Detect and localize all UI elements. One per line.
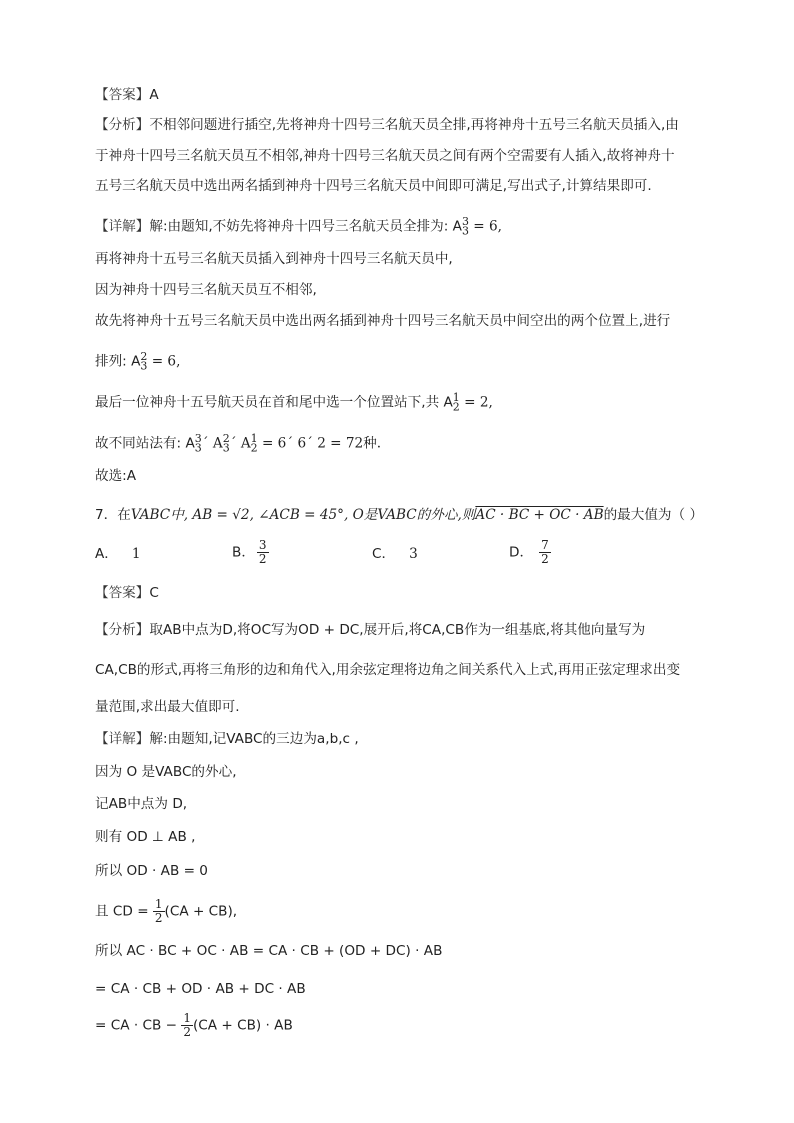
q6-detail-line-7: 故不同站法有: $A_3^3´$ $A_3^2´$ $A_2^1$ = 6´ 6´ 2 = 72种.	[95, 432, 382, 455]
q6-detail-line-6: 最后一位神舟十五号航天员在首和尾中选一个位置站下,共 $A_2^1 = 2$,	[95, 391, 493, 414]
times-term: ´ A	[229, 435, 251, 452]
q7-detail-line-5: 所以 OD · AB = 0	[95, 863, 208, 879]
fraction: $\frac{1}{2}$	[183, 1011, 191, 1039]
option-a[interactable]: A． 1	[95, 546, 141, 562]
q6-detail-line-1	[95, 213, 502, 240]
fraction: $\frac{3}{2}$	[258, 538, 267, 566]
detail-equation: = 6,	[468, 218, 502, 235]
detail-text: = CA · CB −	[95, 1017, 182, 1034]
answer-tag: 【答案】	[95, 585, 150, 601]
q7-detail-line-6	[95, 898, 237, 925]
detail-equation: = 2,	[459, 394, 493, 411]
detail-text: 最后一位神舟十五号航天员在首和尾中选一个位置站下,共 A	[95, 394, 453, 411]
q6-detail-line-2: 再将神舟十五号三名航天员插入到神舟十四号三名航天员中,	[95, 251, 453, 267]
detail-equation: = 6´ 6´ 2 = 72种.	[257, 435, 382, 452]
q7-analysis-line-3: 量范围,求出最大值即可.	[95, 699, 240, 715]
detail-equation: = 6,	[147, 353, 181, 370]
perm-subscript: 3	[461, 224, 469, 238]
q6-analysis-line-1	[95, 116, 679, 134]
detail-text: 故不同站法有: A	[95, 435, 195, 452]
question-stem-suffix: 的最大值为（ ）	[603, 507, 704, 523]
detail-tag: 【详解】	[95, 218, 150, 235]
q7-detail-line-4: 则有 OD ⊥ AB ,	[95, 829, 196, 845]
detail-text: 解:由题知,记VABC的三边为a,b,c ,	[149, 731, 359, 747]
detail-equation: (CA + CB),	[164, 903, 238, 920]
q7-stem	[95, 506, 703, 524]
analysis-tag: 【分析】	[95, 622, 150, 638]
q7-detail-line-3: 记AB中点为 D,	[95, 796, 188, 812]
analysis-text: 不相邻问题进行插空,先将神舟十四号三名航天员全排,再将神舟十五号三名航天员插入,由	[149, 117, 679, 133]
q6-analysis-line-3: 五号三名航天员中选出两名插到神舟十四号三名航天员中间即可满足,写出式子,计算结果即可.	[95, 178, 652, 194]
option-c[interactable]: C． 3	[372, 546, 418, 562]
q7-options	[95, 538, 695, 575]
q7-analysis-line-2: CA,CB的形式,再将三角形的边和角代入,用余弦定理将边角之间关系代入上式,再用正弦定理求出变	[95, 662, 681, 678]
question-stem-math: VABC中, AB = √2, ∠ACB = 45°, O是VABC的外心,则	[130, 507, 476, 523]
q7-detail-line-7: 所以 AC · BC + OC · AB = CA · CB + (OD + DC) · AB	[95, 943, 443, 959]
answer-value: C	[149, 585, 159, 601]
q6-detail-line-3: 因为神舟十四号三名航天员互不相邻,	[95, 282, 317, 298]
times-term: ´ A	[201, 435, 223, 452]
vector-expression: AC · BC + OC · AB	[475, 507, 604, 523]
q6-detail-line-4: 故先将神舟十五号三名航天员中选出两名插到神舟十四号三名航天员中间空出的两个位置上,进行	[95, 313, 671, 329]
q7-analysis-line-1	[95, 621, 645, 639]
answer-tag: 【答案】	[95, 87, 150, 103]
perm-superscript: 3	[461, 215, 469, 228]
detail-text: 且 CD =	[95, 903, 153, 920]
option-d[interactable]: D． $\frac{7}{2}$	[509, 538, 549, 566]
q7-detail-line-1	[95, 730, 359, 748]
answer-value: A	[149, 87, 159, 103]
q7-detail-line-2: 因为 O 是VABC的外心,	[95, 764, 237, 780]
analysis-tag: 【分析】	[95, 117, 150, 133]
fraction: $\frac{1}{2}$	[154, 897, 163, 925]
analysis-text: 取AB中点为D,将OC写为OD + DC,展开后,将CA,CB作为一组基底,将其他向量写为	[149, 622, 646, 638]
q7-detail-line-9	[95, 1012, 293, 1039]
detail-equation: (CA + CB) · AB	[192, 1017, 293, 1034]
fraction: $\frac{7}{2}$	[541, 538, 549, 566]
q6-answer-line	[95, 86, 159, 104]
q6-analysis-line-2: 于神舟十四号三名航天员互不相邻,神舟十四号三名航天员之间有两个空需要有人插入,故将神舟十	[95, 148, 675, 164]
detail-text: 排列: A	[95, 353, 141, 370]
question-number: 7．在	[95, 507, 131, 523]
detail-tag: 【详解】	[95, 731, 150, 747]
q7-answer-line	[95, 584, 159, 602]
q6-detail-line-5: 排列: $A_3^2 = 6$,	[95, 350, 181, 373]
q6-choice-line: 故选:A	[95, 468, 137, 484]
q7-detail-line-8: = CA · CB + OD · AB + DC · AB	[95, 981, 306, 997]
option-b[interactable]: B． $\frac{3}{2}$	[232, 538, 267, 566]
detail-text: 解:由题知,不妨先将神舟十四号三名航天员全排为: A	[149, 218, 462, 235]
